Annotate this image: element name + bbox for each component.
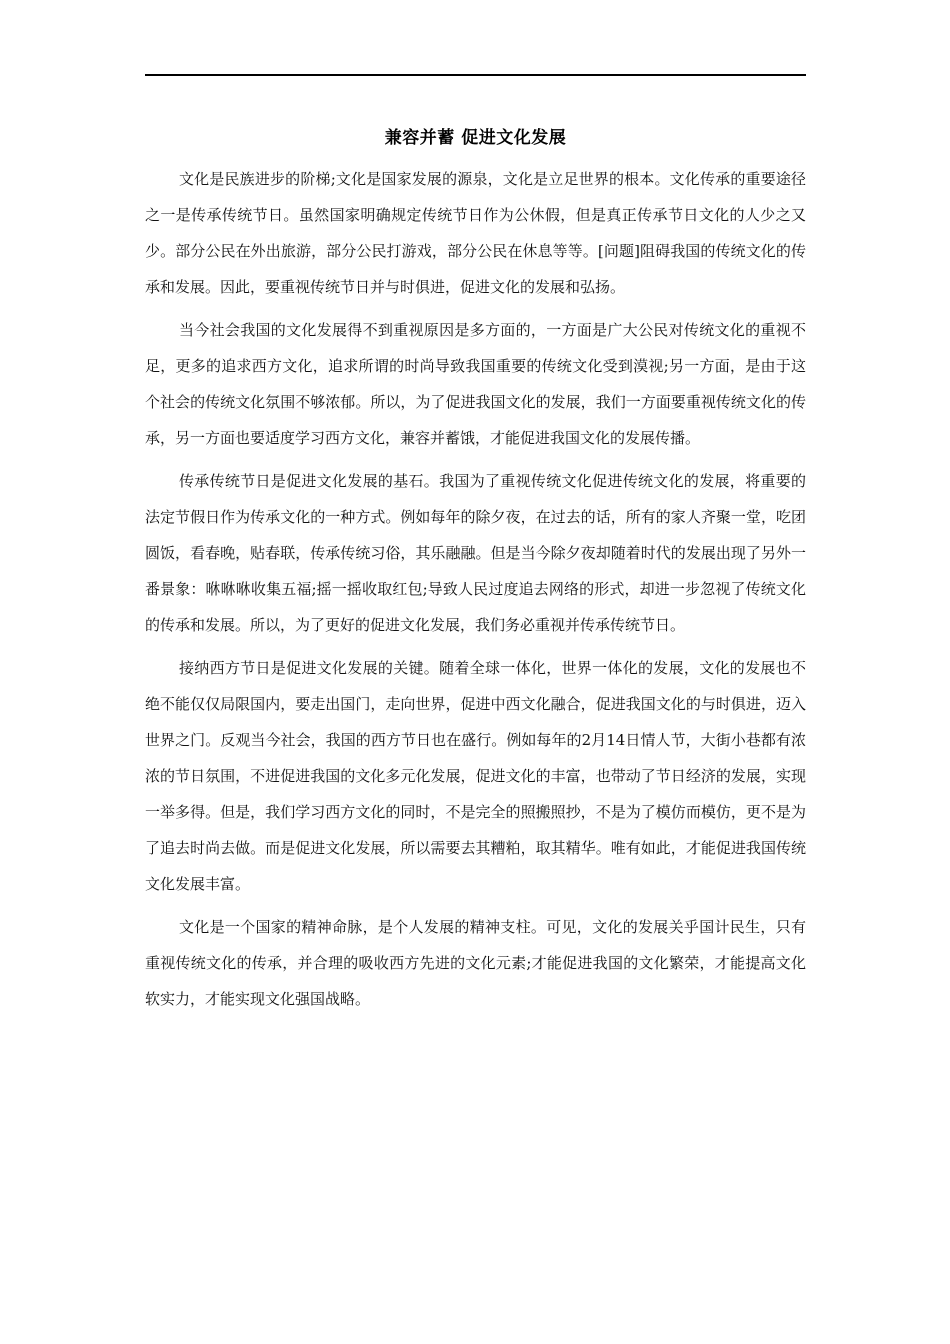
paragraph-4: 接纳西方节日是促进文化发展的关键。随着全球一体化，世界一体化的发展，文化的发展也不绝不能仅仅局限国内，要走出国门，走向世界，促进中西文化融合，促进我国文化的与时俱进，迈入世界之门。反观当今社会，我国的西方节日也在盛行。例如每年的2月14日情人节，大街小巷都有浓浓的节日氛围，不进促进我国的文化多元化发展，促进文化的丰富，也带动了节日经济的发展，实现一举多得。但是，我们学习西方文化的同时，不是完全的照搬照抄，不是为了模仿而模仿，更不是为了追去时尚去做。而是促进文化发展，所以需要去其糟粕，取其精华。唯有如此，才能促进我国传统文化发展丰富。 [145, 659, 806, 893]
paragraph-3: 传承传统节日是促进文化发展的基石。我国为了重视传统文化促进传统文化的发展，将重要的法定节假日作为传承文化的一种方式。例如每年的除夕夜，在过去的话，所有的家人齐聚一堂，吃团圆饭，看春晚，贴春联，传承传统习俗，其乐融融。但是当今除夕夜却随着时代的发展出现了另外一番景象：咻咻咻收集五福;摇一摇收取红包;导致人民过度追去网络的形式，却进一步忽视了传统文化的传承和发展。所以，为了更好的促进文化发展，我们务必重视并传承传统节日。 [145, 472, 806, 634]
header-rule [145, 74, 806, 76]
document-body [145, 161, 806, 1024]
document-title: 兼容并蓄 促进文化发展 [384, 128, 567, 148]
paragraph-2: 当今社会我国的文化发展得不到重视原因是多方面的，一方面是广大公民对传统文化的重视不足，更多的追求西方文化，追求所谓的时尚导致我国重要的传统文化受到漠视;另一方面，是由于这个社会的传统文化氛围不够浓郁。所以，为了促进我国文化的发展，我们一方面要重视传统文化的传承，另一方面也要适度学习西方文化，兼容并蓄饿，才能促进我国文化的发展传播。 [145, 321, 806, 447]
paragraph-1: 文化是民族进步的阶梯;文化是国家发展的源泉，文化是立足世界的根本。文化传承的重要途径之一是传承传统节日。虽然国家明确规定传统节日作为公休假，但是真正传承节日文化的人少之又少。部分公民在外出旅游，部分公民打游戏，部分公民在休息等等。[问题]阻碍我国的传统文化的传承和发展。因此，要重视传统节日并与时俱进，促进文化的发展和弘扬。 [145, 170, 806, 296]
paragraph-5: 文化是一个国家的精神命脉，是个人发展的精神支柱。可见，文化的发展关乎国计民生，只有重视传统文化的传承，并合理的吸收西方先进的文化元素;才能促进我国的文化繁荣，才能提高文化软实力，才能实现文化强国战略。 [145, 918, 806, 1008]
